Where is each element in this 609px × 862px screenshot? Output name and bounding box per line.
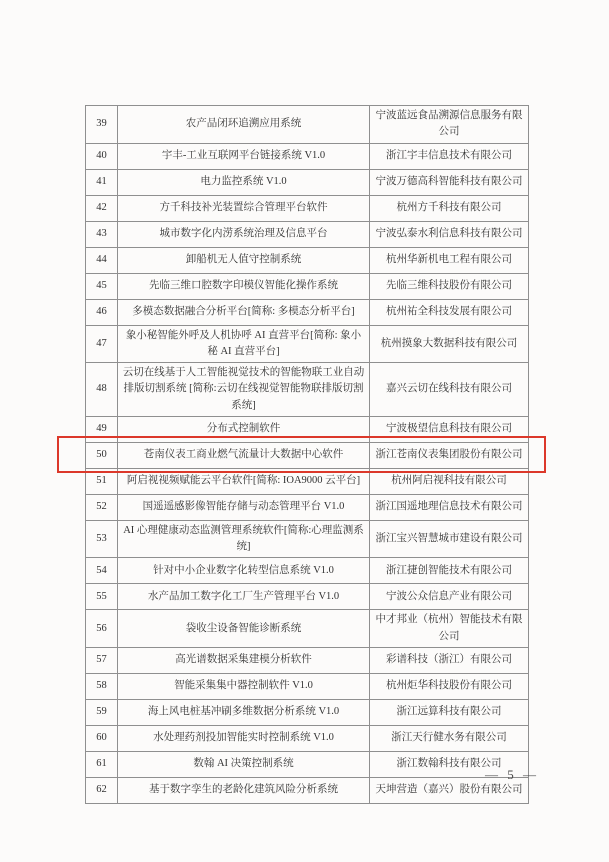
row-number-cell: 41: [86, 169, 118, 195]
table-row: [86, 584, 529, 610]
row-number-cell: 59: [86, 699, 118, 725]
row-number-cell: 53: [86, 520, 118, 558]
company-name-cell: 彩谱科技（浙江）有限公司: [370, 647, 529, 673]
company-name-cell: 中才邦业（杭州）智能技术有限公司: [370, 610, 529, 648]
table-row: [86, 673, 529, 699]
product-name-cell: 苍南仪表工商业燃气流量计大数据中心软件: [118, 442, 370, 468]
product-name-cell: 象小秘智能外呼及人机协呼 AI 直营平台[简称: 象小秘 AI 直营平台]: [118, 325, 370, 363]
company-name-cell: 浙江宝兴智慧城市建设有限公司: [370, 520, 529, 558]
row-number-cell: 48: [86, 363, 118, 417]
product-name-cell: 多模态数据融合分析平台[简称: 多模态分析平台]: [118, 299, 370, 325]
row-number-cell: 46: [86, 299, 118, 325]
company-name-cell: 浙江苍南仪表集团股份有限公司: [370, 442, 529, 468]
company-name-cell: 杭州摸象大数据科技有限公司: [370, 325, 529, 363]
company-name-cell: 宁波弘泰水利信息科技有限公司: [370, 221, 529, 247]
company-name-cell: 浙江数翰科技有限公司: [370, 751, 529, 777]
company-name-cell: 浙江捷创智能技术有限公司: [370, 558, 529, 584]
product-name-cell: 高光谱数据采集建模分析软件: [118, 647, 370, 673]
company-name-cell: 浙江远算科技有限公司: [370, 699, 529, 725]
product-name-cell: AI 心理健康动态监测管理系统软件[简称:心理监测系统]: [118, 520, 370, 558]
row-number-cell: 45: [86, 273, 118, 299]
company-name-cell: 杭州华新机电工程有限公司: [370, 247, 529, 273]
table-row: [86, 558, 529, 584]
product-name-cell: 先临三维口腔数字印模仪智能化操作系统: [118, 273, 370, 299]
row-number-cell: 47: [86, 325, 118, 363]
table-row: [86, 247, 529, 273]
table-row: [86, 610, 529, 648]
product-name-cell: 数翰 AI 决策控制系统: [118, 751, 370, 777]
product-name-cell: 海上风电桩基冲刷多维数据分析系统 V1.0: [118, 699, 370, 725]
row-number-cell: 54: [86, 558, 118, 584]
company-name-cell: 杭州炬华科技股份有限公司: [370, 673, 529, 699]
product-name-cell: 城市数字化内涝系统治理及信息平台: [118, 221, 370, 247]
row-number-cell: 39: [86, 106, 118, 144]
page-number: — 5 —: [485, 767, 539, 782]
product-name-cell: 国遥遥感影像智能存储与动态管理平台 V1.0: [118, 494, 370, 520]
table-row: [86, 725, 529, 751]
company-name-cell: 宁波蓝远食品溯源信息服务有限公司: [370, 106, 529, 144]
table-row: [86, 494, 529, 520]
table-row: [86, 647, 529, 673]
company-name-cell: 杭州阿启视科技有限公司: [370, 468, 529, 494]
product-name-cell: 智能采集集中器控制软件 V1.0: [118, 673, 370, 699]
table-row: [86, 169, 529, 195]
row-number-cell: 44: [86, 247, 118, 273]
company-name-cell: 杭州方千科技有限公司: [370, 195, 529, 221]
product-name-cell: 农产品闭环追溯应用系统: [118, 106, 370, 144]
company-name-cell: 天坤营造（嘉兴）股份有限公司: [370, 777, 529, 803]
table-row: [86, 299, 529, 325]
company-name-cell: 浙江国遥地理信息技术有限公司: [370, 494, 529, 520]
table-row: [86, 468, 529, 494]
row-number-cell: 52: [86, 494, 118, 520]
product-name-cell: 云切在线基于人工智能视觉技术的智能物联工业自动排版切割系统 [简称:云切在线视觉智能物联排版切割系统]: [118, 363, 370, 417]
row-number-cell: 56: [86, 610, 118, 648]
row-number-cell: 55: [86, 584, 118, 610]
product-name-cell: 宇丰-工业互联网平台链接系统 V1.0: [118, 143, 370, 169]
table-row: [86, 195, 529, 221]
software-product-table: [85, 105, 529, 804]
product-name-cell: 方千科技补光装置综合管理平台软件: [118, 195, 370, 221]
row-number-cell: 61: [86, 751, 118, 777]
table-row: [86, 221, 529, 247]
row-number-cell: 42: [86, 195, 118, 221]
table-row: [86, 106, 529, 144]
product-name-cell: 水产品加工数字化工厂生产管理平台 V1.0: [118, 584, 370, 610]
table-row: [86, 143, 529, 169]
row-number-cell: 50: [86, 442, 118, 468]
product-name-cell: 水处理药剂投加智能实时控制系统 V1.0: [118, 725, 370, 751]
company-name-cell: 嘉兴云切在线科技有限公司: [370, 363, 529, 417]
table-row: [86, 273, 529, 299]
table-row: [86, 442, 529, 468]
row-number-cell: 49: [86, 416, 118, 442]
table-row: [86, 325, 529, 363]
row-number-cell: 62: [86, 777, 118, 803]
table-row: [86, 520, 529, 558]
company-name-cell: 宁波万德高科智能科技有限公司: [370, 169, 529, 195]
table-row: [86, 363, 529, 417]
row-number-cell: 58: [86, 673, 118, 699]
table-row: [86, 416, 529, 442]
product-name-cell: 卸船机无人值守控制系统: [118, 247, 370, 273]
product-name-cell: 阿启视视频赋能云平台软件[简称: IOA9000 云平台]: [118, 468, 370, 494]
company-name-cell: 浙江天行健水务有限公司: [370, 725, 529, 751]
table-body: [86, 106, 529, 804]
product-name-cell: 针对中小企业数字化转型信息系统 V1.0: [118, 558, 370, 584]
row-number-cell: 43: [86, 221, 118, 247]
company-name-cell: 先临三维科技股份有限公司: [370, 273, 529, 299]
product-name-cell: 袋收尘设备智能诊断系统: [118, 610, 370, 648]
product-name-cell: 分布式控制软件: [118, 416, 370, 442]
row-number-cell: 57: [86, 647, 118, 673]
product-name-cell: 电力监控系统 V1.0: [118, 169, 370, 195]
row-number-cell: 40: [86, 143, 118, 169]
product-name-cell: 基于数字孪生的老龄化建筑风险分析系统: [118, 777, 370, 803]
company-name-cell: 浙江宇丰信息技术有限公司: [370, 143, 529, 169]
company-name-cell: 杭州祐全科技发展有限公司: [370, 299, 529, 325]
company-name-cell: 宁波极望信息科技有限公司: [370, 416, 529, 442]
table-row: [86, 699, 529, 725]
company-name-cell: 宁波公众信息产业有限公司: [370, 584, 529, 610]
row-number-cell: 51: [86, 468, 118, 494]
row-number-cell: 60: [86, 725, 118, 751]
